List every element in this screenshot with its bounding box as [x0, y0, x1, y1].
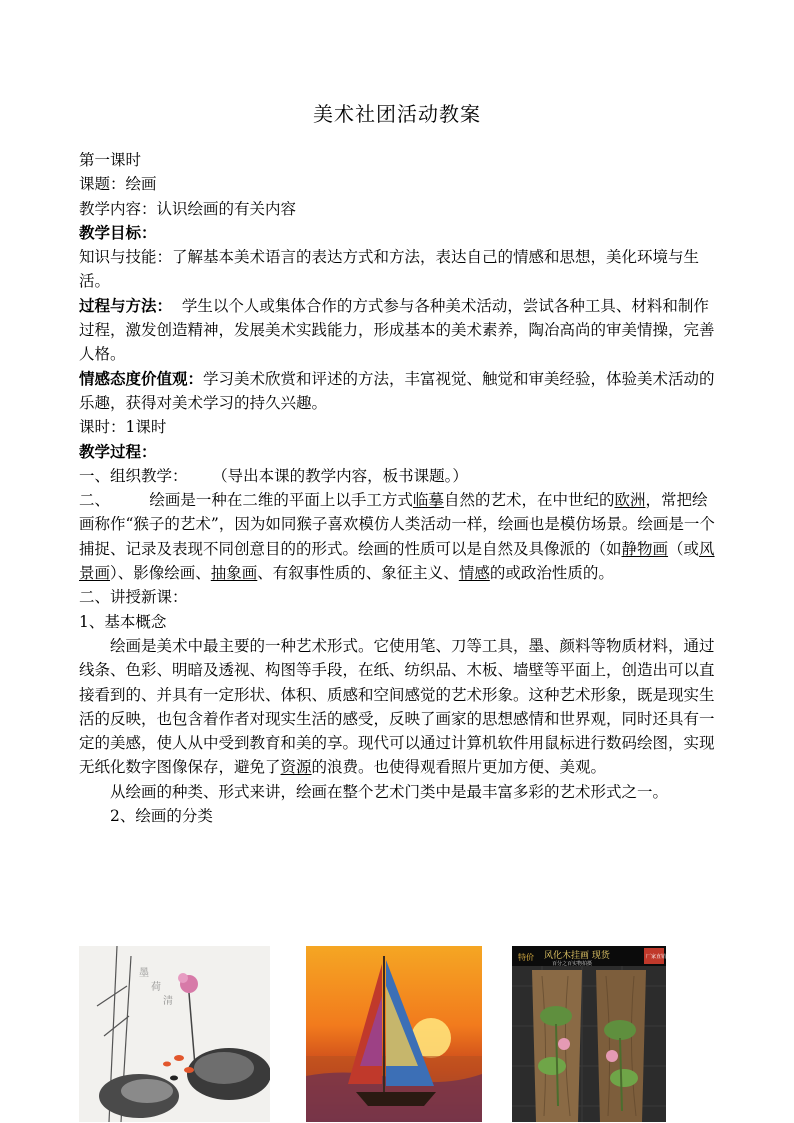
intro-text: ）、影像绘画、 [110, 564, 211, 583]
link-resources[interactable]: 资源 [280, 758, 312, 777]
intro-text: 的或政治性质的。 [489, 564, 614, 583]
lesson-topic: 课题：绘画 [79, 175, 157, 194]
link-abstract[interactable]: 抽象画 [210, 564, 258, 583]
svg-text:荷: 荷 [151, 982, 161, 993]
svg-text:墨: 墨 [139, 968, 149, 979]
intro-text: （或 [668, 539, 700, 558]
painting-intro [79, 488, 721, 585]
goal-process-text: 学生以个人或集体合作的方式参与各种美术活动，尝试各种工具、材料和制作过程，激发创造精神，发展美术实践能力，形成基本的美术素养，陶冶高尚的审美情操，完善人格。 [79, 296, 715, 364]
sailboat-oil-painting-image [306, 946, 482, 1122]
classify-heading: 2、绘画的分类 [110, 807, 213, 826]
link-copying[interactable]: 临摹 [412, 491, 444, 510]
document-body [79, 148, 721, 828]
step-organize: 一、组织教学： （导出本课的教学内容，板书课题。） [79, 466, 468, 485]
wood-lotus-hanging-image [512, 946, 666, 1122]
intro-text: ，常把绘画称作“猴子的艺术”，因为如同猴子喜欢模仿人类活动一样，绘画也是模仿场景。绘画是一个捕捉、记录及表现不同创意目的的形式。绘画的性质可以是自然及具像派的（如 [79, 491, 715, 558]
link-europe[interactable]: 欧洲 [614, 491, 646, 510]
banner-right-tag: 厂家直销 [646, 954, 666, 960]
goal-attitude-text: 学习美术欣赏和评述的方法，丰富视觉、触觉和审美经验，体验美术活动的乐趣，获得对美术学习的持久兴趣。 [79, 369, 715, 412]
variety-paragraph: 从绘画的种类、形式来讲，绘画在整个艺术门类中是最丰富多彩的艺术形式之一。 [110, 782, 669, 801]
banner-left-tag: 特价 [518, 953, 534, 962]
step-new-lesson: 二、讲授新课： [79, 588, 188, 607]
goal-attitude [79, 367, 721, 416]
process-heading: 教学过程： [79, 441, 157, 461]
svg-text:清: 清 [163, 996, 173, 1007]
goal-knowledge: 知识与技能：了解基本美术语言的表达方式和方法，表达自己的情感和思想，美化环境与生活。 [79, 248, 700, 291]
intro-text: 二、 绘画是一种在二维的平面上以手工方式 [79, 491, 413, 510]
lesson-hours: 课时：1课时 [79, 418, 167, 437]
goal-attitude-label: 情感态度价值观： [79, 368, 204, 388]
lesson-content: 教学内容：认识绘画的有关内容 [79, 199, 297, 218]
goal-process [79, 294, 721, 367]
banner-title: 风化木挂画 现货 [544, 951, 610, 961]
intro-text: 自然的艺术，在中世纪的 [443, 491, 615, 510]
banner-subtitle: 百分之百实物拍摄 [552, 961, 593, 967]
concept-text: 绘画是美术中最主要的一种艺术形式。它使用笔、刀等工具，墨、颜料等物质材料，通过线条、色彩、明暗及透视、构图等手段，在纸、纺织品、木板、墙壁等平面上，创造出可以直接看到的、并具有一定形状、体积、质感和空间感觉的艺术形象。这种艺术形象，既是现实生活的反映，也包含着作者对现实生活的感受，反映了画家的思想感情和世界观，同时还具有一定的美感，使人从中受到教育和美的享。现代可以通过计算机软件用鼠标进行数码绘图，实现无纸化数字图像保存，避免了 [79, 636, 715, 777]
intro-text: 、有叙事性质的、象征主义、 [257, 564, 459, 583]
lesson-number: 第一课时 [79, 151, 142, 169]
ink-lotus-painting-image [79, 946, 270, 1122]
goals-heading: 教学目标： [79, 222, 157, 242]
goal-process-label: 过程与方法： [79, 295, 173, 315]
page-title: 美术社团活动教案 [313, 102, 481, 126]
concept-paragraph [79, 634, 721, 780]
link-still-life[interactable]: 静物画 [621, 539, 669, 558]
concept-text: 的浪费。也使得观看照片更加方便、美观。 [311, 758, 607, 777]
link-emotion[interactable]: 情感 [458, 564, 490, 583]
link-landscape[interactable]: 风景画 [79, 539, 715, 583]
concept-heading: 1、基本概念 [79, 612, 167, 631]
